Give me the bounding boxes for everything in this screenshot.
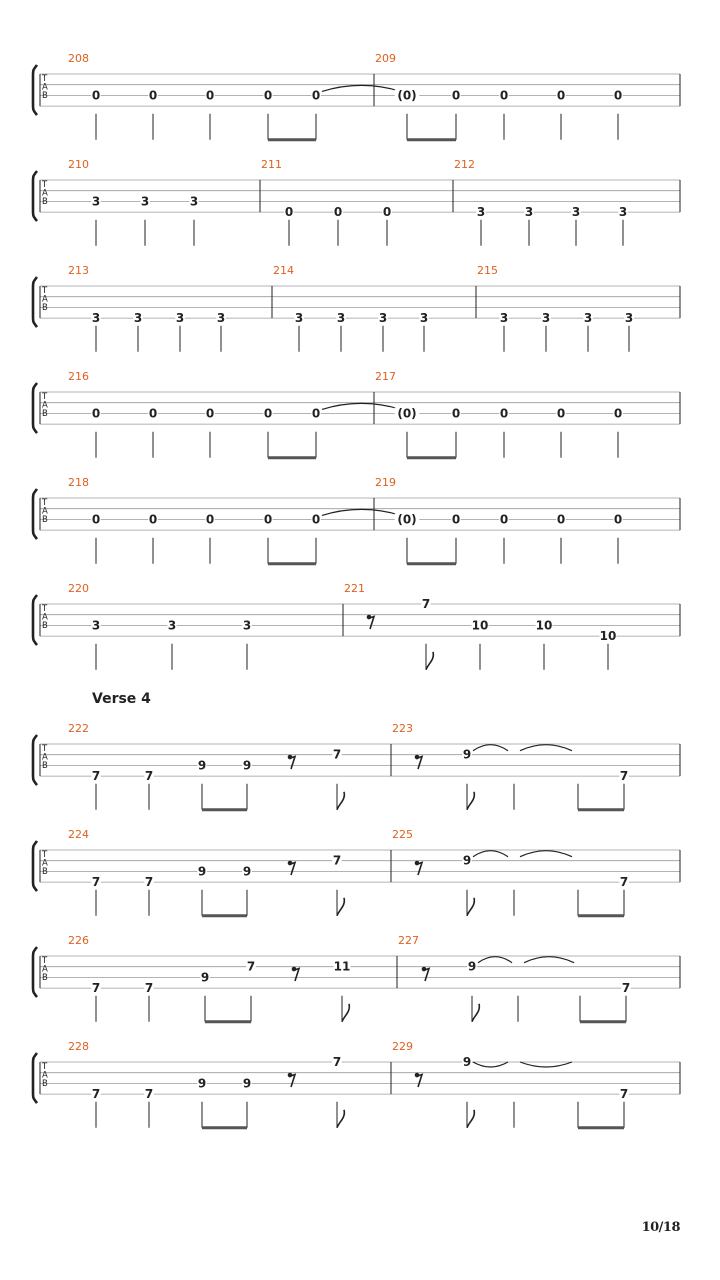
tab-system xyxy=(33,476,680,564)
fret-number: 7 xyxy=(621,981,631,996)
tab-clef-letter: B xyxy=(42,91,48,101)
tie-arc xyxy=(322,403,401,409)
tab-clef-letter: T xyxy=(42,956,48,966)
fret-number: 0 xyxy=(451,512,461,527)
fret-number: 0 xyxy=(148,406,158,421)
fret-number: 3 xyxy=(189,194,199,209)
fret-number: 3 xyxy=(91,194,101,209)
fret-number: 7 xyxy=(91,981,101,996)
measure-number: 219 xyxy=(375,476,396,489)
fret-number: 0 xyxy=(91,406,101,421)
fret-number: 7 xyxy=(144,769,154,784)
fret-number: 10 xyxy=(471,618,489,633)
system-bracket xyxy=(33,947,37,997)
rest-stroke xyxy=(289,863,295,876)
tab-clef-letter: A xyxy=(42,294,48,305)
note-flag xyxy=(426,652,433,670)
measure-number: 216 xyxy=(68,370,89,383)
fret-number: 0 xyxy=(311,512,321,527)
eighth-rest xyxy=(415,755,422,769)
tab-clef-letter: A xyxy=(42,82,48,93)
tab-clef-letter: T xyxy=(42,180,48,190)
fret-number: 9 xyxy=(197,758,207,773)
fret-number: 0 xyxy=(311,88,321,103)
fret-number: 9 xyxy=(197,1076,207,1091)
system-bracket xyxy=(33,1053,37,1103)
fret-number: 9 xyxy=(197,864,207,879)
section-label: Verse 4 xyxy=(92,691,151,707)
tie-arc xyxy=(478,957,512,963)
fret-number: 0 xyxy=(205,406,215,421)
tab-system xyxy=(33,934,680,1022)
fret-number: 3 xyxy=(476,205,486,220)
eighth-rest xyxy=(288,755,295,769)
measure-number: 212 xyxy=(454,158,475,171)
tab-system xyxy=(33,691,680,810)
measure-number: 220 xyxy=(68,582,89,595)
measure-number: 222 xyxy=(68,722,89,735)
fret-number: 7 xyxy=(144,981,154,996)
fret-number: 3 xyxy=(175,311,185,326)
fret-number: 3 xyxy=(336,311,346,326)
tab-clef-letter: A xyxy=(42,506,48,517)
measure-number: 211 xyxy=(261,158,282,171)
tab-clef-letter: T xyxy=(42,286,48,296)
fret-number: 0 xyxy=(205,512,215,527)
fret-number: 3 xyxy=(624,311,634,326)
rest-stroke xyxy=(416,1075,422,1088)
tab-clef-letter: B xyxy=(42,1079,48,1089)
fret-number: 0 xyxy=(613,88,623,103)
tab-clef-letter: B xyxy=(42,197,48,207)
tab-clef-letter: A xyxy=(42,188,48,199)
fret-number: 7 xyxy=(91,1087,101,1102)
tab-clef-letter: T xyxy=(42,604,48,614)
tab-clef-letter: T xyxy=(42,74,48,84)
fret-number: 3 xyxy=(419,311,429,326)
fret-number: 7 xyxy=(91,875,101,890)
fret-number: 7 xyxy=(144,1087,154,1102)
fret-number: 0 xyxy=(499,88,509,103)
system-bracket xyxy=(33,171,37,221)
system-bracket xyxy=(33,383,37,433)
fret-number: 0 xyxy=(613,406,623,421)
rest-stroke xyxy=(368,617,374,630)
tab-clef-letter: T xyxy=(42,392,48,402)
fret-number: 3 xyxy=(583,311,593,326)
eighth-rest xyxy=(288,1073,295,1087)
fret-number: 0 xyxy=(263,512,273,527)
rest-stroke xyxy=(416,863,422,876)
tab-clef-letter: B xyxy=(42,303,48,313)
tab-clef-letter: A xyxy=(42,612,48,623)
fret-number: 7 xyxy=(332,1055,342,1069)
tie-arc xyxy=(520,745,572,751)
fret-number: 7 xyxy=(144,875,154,890)
note-flag xyxy=(342,1004,349,1022)
measure-number: 221 xyxy=(344,582,365,595)
eighth-rest xyxy=(292,967,299,981)
fret-number: 7 xyxy=(91,769,101,784)
tab-system xyxy=(33,158,680,246)
fret-number: (0) xyxy=(397,512,417,527)
tab-clef-letter: T xyxy=(42,1062,48,1072)
fret-number: 3 xyxy=(140,194,150,209)
note-flag xyxy=(337,1110,344,1128)
fret-number: 0 xyxy=(148,512,158,527)
tab-system xyxy=(33,828,680,916)
measure-number: 215 xyxy=(477,264,498,277)
fret-number: 9 xyxy=(462,1055,472,1069)
fret-number: 7 xyxy=(332,853,342,868)
tie-arc xyxy=(520,851,572,857)
fret-number: 9 xyxy=(242,758,252,773)
fret-number: 3 xyxy=(499,311,509,326)
tab-clef-letter: T xyxy=(42,850,48,860)
tab-system xyxy=(33,370,680,458)
eighth-rest xyxy=(422,967,429,981)
fret-number: 3 xyxy=(216,311,226,326)
system-bracket xyxy=(33,735,37,785)
fret-number: (0) xyxy=(397,406,417,421)
fret-number: 9 xyxy=(200,970,210,985)
tab-clef-letter: A xyxy=(42,400,48,411)
fret-number: 7 xyxy=(246,959,256,974)
tab-clef-letter: A xyxy=(42,858,48,869)
tie-arc xyxy=(473,745,508,751)
fret-number: 3 xyxy=(524,205,534,220)
system-bracket xyxy=(33,277,37,327)
fret-number: 0 xyxy=(499,406,509,421)
tie-arc xyxy=(520,1062,572,1067)
fret-number: 9 xyxy=(242,1076,252,1091)
tab-clef-letter: T xyxy=(42,498,48,508)
measure-number: 229 xyxy=(392,1040,413,1053)
rest-stroke xyxy=(289,757,295,770)
fret-number: 3 xyxy=(378,311,388,326)
fret-number: 7 xyxy=(619,769,629,784)
fret-number: 3 xyxy=(91,618,101,633)
fret-number: 9 xyxy=(467,959,477,974)
tie-arc xyxy=(524,957,574,963)
note-flag xyxy=(467,898,474,916)
fret-number: 7 xyxy=(332,747,342,762)
tab-clef-letter: A xyxy=(42,964,48,975)
system-bracket xyxy=(33,595,37,645)
measure-number: 210 xyxy=(68,158,89,171)
tie-arc xyxy=(473,1062,508,1067)
fret-number: 10 xyxy=(599,629,617,644)
fret-number: 0 xyxy=(556,88,566,103)
fret-number: 0 xyxy=(451,88,461,103)
tie-arc xyxy=(473,851,508,857)
note-flag xyxy=(472,1004,479,1022)
tab-system xyxy=(33,1040,680,1128)
fret-number: 9 xyxy=(462,853,472,868)
fret-number: 0 xyxy=(205,88,215,103)
fret-number: 9 xyxy=(462,747,472,762)
measure-number: 224 xyxy=(68,828,89,841)
page-number: 10/18 xyxy=(641,1220,680,1235)
fret-number: 0 xyxy=(263,406,273,421)
fret-number: 0 xyxy=(451,406,461,421)
fret-number: 3 xyxy=(167,618,177,633)
tab-clef-letter: A xyxy=(42,752,48,763)
fret-number: 0 xyxy=(91,512,101,527)
measure-number: 218 xyxy=(68,476,89,489)
measure-number: 213 xyxy=(68,264,89,277)
tab-system xyxy=(33,582,680,670)
tab-clef-letter: B xyxy=(42,973,48,983)
rest-stroke xyxy=(293,969,299,982)
note-flag xyxy=(337,898,344,916)
eighth-rest xyxy=(415,861,422,875)
eighth-rest xyxy=(367,615,374,629)
tab-clef-letter: B xyxy=(42,761,48,771)
tab-clef-letter: B xyxy=(42,621,48,631)
fret-number: 10 xyxy=(535,618,553,633)
tab-clef-letter: B xyxy=(42,409,48,419)
fret-number: 0 xyxy=(91,88,101,103)
fret-number: 0 xyxy=(284,205,294,220)
fret-number: 0 xyxy=(613,512,623,527)
measure-number: 227 xyxy=(398,934,419,947)
note-flag xyxy=(337,792,344,810)
measure-number: 209 xyxy=(375,52,396,65)
measure-number: 214 xyxy=(273,264,294,277)
tie-arc xyxy=(322,85,401,91)
measure-number: 226 xyxy=(68,934,89,947)
fret-number: 7 xyxy=(619,1087,629,1102)
fret-number: 0 xyxy=(333,205,343,220)
fret-number: 0 xyxy=(148,88,158,103)
rest-stroke xyxy=(423,969,429,982)
tie-arc xyxy=(322,509,401,515)
note-flag xyxy=(467,1110,474,1128)
fret-number: 3 xyxy=(294,311,304,326)
fret-number: 0 xyxy=(263,88,273,103)
fret-number: 3 xyxy=(541,311,551,326)
tab-clef-letter: T xyxy=(42,744,48,754)
fret-number: 11 xyxy=(333,959,351,974)
measure-number: 208 xyxy=(68,52,89,65)
fret-number: 0 xyxy=(311,406,321,421)
fret-number: 3 xyxy=(91,311,101,326)
fret-number: 0 xyxy=(499,512,509,527)
fret-number: 3 xyxy=(242,618,252,633)
system-bracket xyxy=(33,841,37,891)
tab-clef-letter: B xyxy=(42,867,48,877)
rest-stroke xyxy=(416,757,422,770)
tab-system xyxy=(33,264,680,352)
fret-number: 0 xyxy=(382,205,392,220)
tab-clef-letter: A xyxy=(42,1070,48,1081)
measure-number: 217 xyxy=(375,370,396,383)
eighth-rest xyxy=(288,861,295,875)
fret-number: 0 xyxy=(556,406,566,421)
fret-number: 7 xyxy=(619,875,629,890)
fret-number: 3 xyxy=(618,205,628,220)
tab-system xyxy=(33,52,680,140)
fret-number: (0) xyxy=(397,88,417,103)
eighth-rest xyxy=(415,1073,422,1087)
measure-number: 228 xyxy=(68,1040,89,1053)
measure-number: 223 xyxy=(392,722,413,735)
note-flag xyxy=(467,792,474,810)
fret-number: 3 xyxy=(133,311,143,326)
fret-number: 3 xyxy=(571,205,581,220)
fret-number: 9 xyxy=(242,864,252,879)
system-bracket xyxy=(33,489,37,539)
measure-number: 225 xyxy=(392,828,413,841)
rest-stroke xyxy=(289,1075,295,1088)
system-bracket xyxy=(33,65,37,115)
fret-number: 7 xyxy=(421,597,431,611)
tab-clef-letter: B xyxy=(42,515,48,525)
fret-number: 0 xyxy=(556,512,566,527)
